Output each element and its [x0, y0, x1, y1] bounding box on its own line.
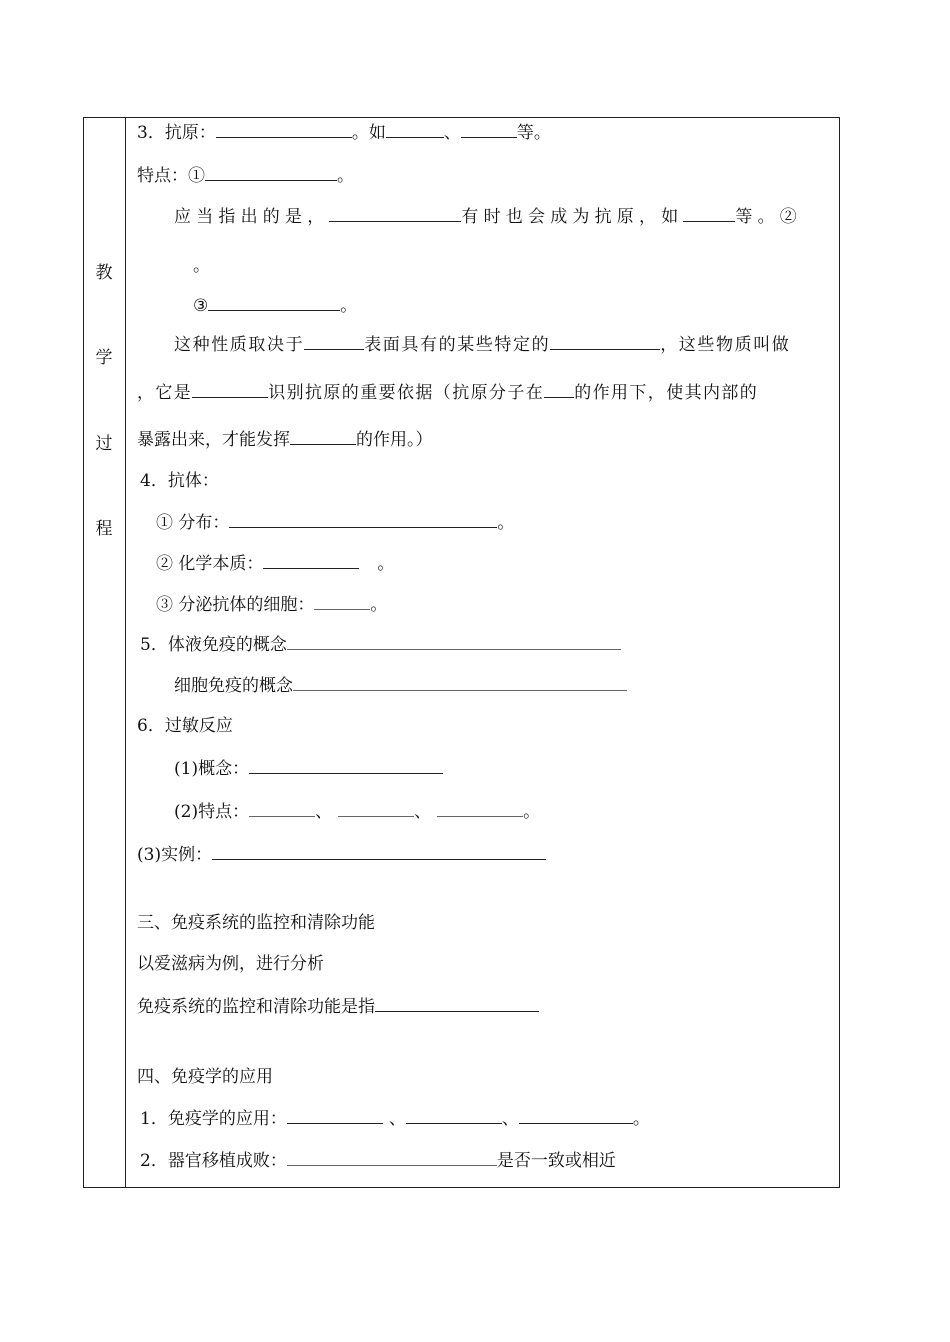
property-blank-2[interactable]: [550, 333, 660, 350]
antibody-distribution-line: ① 分布： 。: [156, 513, 515, 533]
application-line: 1．免疫学的应用： 、 、 。: [140, 1109, 650, 1129]
cellular-blank[interactable]: [293, 674, 627, 691]
property-blank-5[interactable]: [290, 428, 356, 445]
column-divider: [125, 117, 126, 1188]
trait-line: 特点：① 。: [137, 166, 354, 186]
transplant-blank[interactable]: [287, 1149, 497, 1166]
monitor-blank[interactable]: [375, 995, 539, 1012]
feature-blank-3[interactable]: [437, 800, 523, 817]
feature-blank-1[interactable]: [249, 800, 315, 817]
allergy-concept-blank[interactable]: [249, 757, 443, 774]
application-blank-1[interactable]: [287, 1107, 383, 1124]
trait-blank-1[interactable]: [205, 164, 337, 181]
trait-3-line: ③ 。: [193, 296, 358, 316]
example-blank-2[interactable]: [461, 121, 517, 138]
allergy-example-line: (3)实例：: [137, 843, 546, 866]
side-label-char: 程: [95, 519, 113, 539]
allergy-concept-line: (1)概念：: [174, 757, 443, 780]
example-blank[interactable]: [212, 843, 546, 860]
allergy-feature-line: (2)特点： 、 、 。: [174, 802, 541, 822]
cell-blank[interactable]: [314, 593, 370, 610]
property-line-3: 暴露出来，才能发挥 的作用。）: [137, 430, 433, 450]
application-blank-2[interactable]: [406, 1107, 502, 1124]
aids-line: 以爱滋病为例，进行分析: [137, 954, 324, 974]
trait-blank-3[interactable]: [208, 294, 340, 311]
cellular-line: 细胞免疫的概念: [174, 674, 627, 697]
feature-blank-2[interactable]: [338, 800, 414, 817]
chemistry-blank[interactable]: [263, 552, 359, 569]
note-blank-1[interactable]: [329, 205, 461, 222]
note-line-2: 。: [193, 256, 210, 276]
antigen-blank[interactable]: [216, 121, 352, 138]
distribution-blank[interactable]: [229, 511, 497, 528]
application-blank-3[interactable]: [519, 1107, 633, 1124]
section-4-title: 四、免疫学的应用: [137, 1067, 273, 1087]
property-line-1: 这种性质取决于 表面具有的某些特定的 ，这些物质叫做: [174, 335, 791, 355]
property-blank-3[interactable]: [192, 381, 268, 398]
monitor-line: 免疫系统的监控和清除功能是指: [137, 995, 539, 1018]
example-blank-1[interactable]: [386, 121, 444, 138]
note-blank-2[interactable]: [683, 205, 735, 222]
humoral-blank[interactable]: [287, 633, 621, 650]
property-line-2: ，它是 识别抗原的重要依据（抗原分子在 的作用下，使其内部的: [137, 383, 759, 403]
section-3-title: 三、免疫系统的监控和清除功能: [137, 913, 375, 933]
side-label-char: 学: [95, 348, 113, 368]
antibody-chemistry-line: ② 化学本质： 。: [156, 554, 395, 574]
transplant-line: 2．器官移植成败： 是否一致或相近: [140, 1151, 616, 1171]
property-blank-1[interactable]: [304, 333, 364, 350]
side-label-char: 过: [95, 434, 113, 454]
note-line: 应当指出的是， 有时也会成为抗原，如 等。②: [174, 207, 803, 227]
humoral-line: 5．体液免疫的概念: [140, 633, 621, 656]
allergy-title: 6．过敏反应: [137, 716, 233, 736]
antibody-cell-line: ③ 分泌抗体的细胞： 。: [156, 595, 388, 615]
side-label-char: 教: [95, 263, 113, 283]
antibody-title: 4．抗体：: [140, 471, 219, 491]
property-blank-4[interactable]: [544, 381, 574, 398]
antigen-line: 3．抗原： 。如 、 等。: [137, 123, 551, 143]
